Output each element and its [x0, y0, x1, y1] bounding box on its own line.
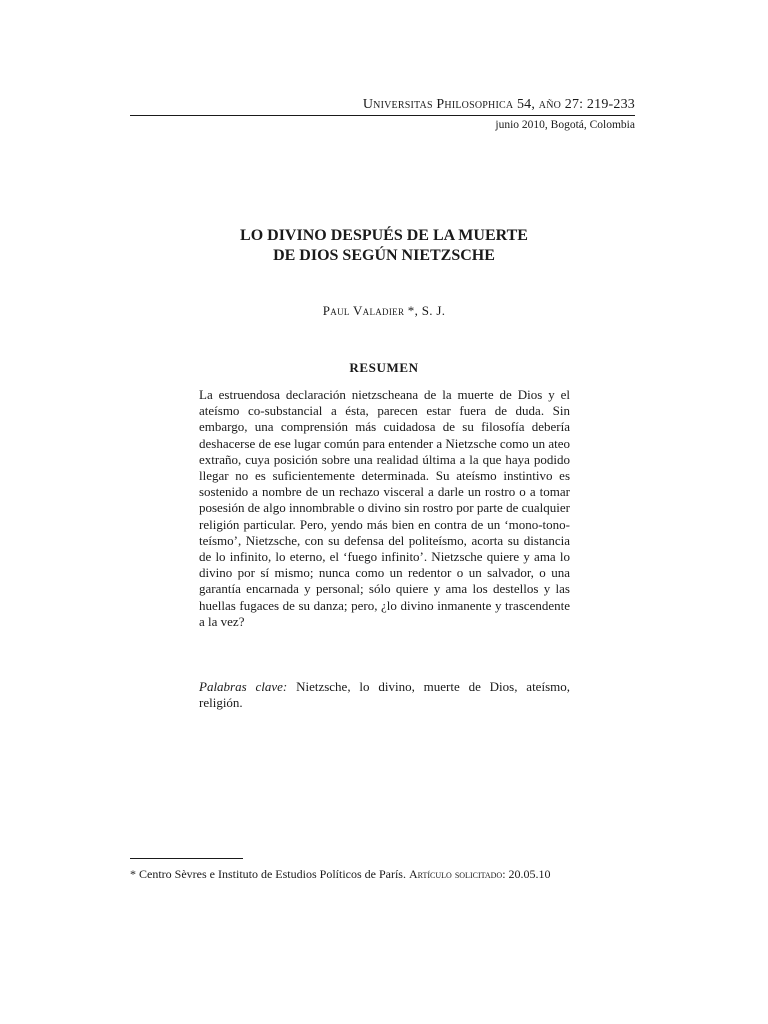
footnote-label: Artículo solicitado: — [408, 867, 506, 881]
keywords-label: Palabras clave: — [199, 679, 288, 694]
footnote-affiliation: * Centro Sèvres e Instituto de Estudios Políticos de París. — [130, 867, 406, 881]
abstract-text: La estruendosa declaración nietzscheana de la muerte de Dios y el ateísmo co-substancial a ésta, parecen estar fuera de duda. Sin embargo, una comprensión más cuidadosa de su filosofía debería deshacerse de ese lugar común para entender a Nietzsche como un ateo extraño, cuya posición sobre una realidad última a la que haya podido llegar no es suficientemente determinada. Su ateísmo instintivo es sostenido a nombre de un rechazo visceral a darle un rostro o a tomar posesión de algo innombrable o divino sin rostro por parte de cualquier religión particular. Pero, yendo más bien en contra de un ‘mono-tono-teísmo’, Nietzsche, con su defensa del politeísmo, acorta su distancia de lo infinito, lo eterno, el ‘fuego infinito’. Nietzsche quiere y ama lo divino por sí mismo; nunca como un redentor o un salvador, o una garantía encarnada y personal; sólo quiere y ama los destellos y las huellas fugaces de su danza; pero, ¿lo divino inmanente y trascendente a la vez? — [199, 387, 570, 629]
keywords-list: Nietzsche, lo divino, muerte de Dios, ateísmo, religión. — [199, 679, 570, 711]
footnote-rule — [130, 858, 243, 859]
article-title — [180, 226, 588, 266]
journal-header: Universitas Philosophica 54, año 27: 219-233 — [362, 97, 635, 112]
abstract-heading: RESUMEN — [349, 360, 419, 375]
article-author: Paul Valadier *, S. J. — [322, 303, 446, 318]
article-title-line-1: LO DIVINO DESPUÉS DE LA MUERTE — [240, 227, 528, 244]
footnote — [130, 867, 635, 882]
footnote-date: 20.05.10 — [508, 867, 551, 881]
article-title-line-2: DE DIOS SEGÚN NIETZSCHE — [273, 247, 495, 264]
keywords — [199, 679, 570, 711]
journal-dateline: junio 2010, Bogotá, Colombia — [495, 119, 635, 131]
header-rule — [130, 115, 635, 116]
